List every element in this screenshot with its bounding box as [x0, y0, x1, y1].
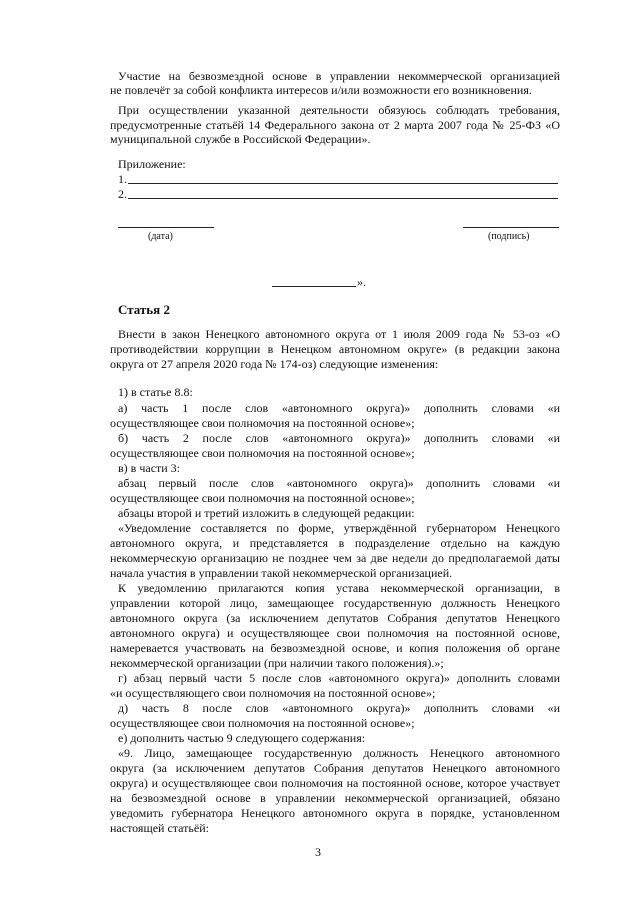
appendix-item-1-underline — [128, 183, 558, 184]
amendment-line-27: округа) и осуществляющее свои полномочия на постоянной основе, которое участвует — [110, 776, 560, 790]
article-intro-line-2: противодействии коррупции в Ненецком автономном округе» (в редакции закона — [110, 342, 560, 356]
closing-line — [272, 286, 356, 287]
date-line — [118, 227, 214, 228]
amendment-line-21: «и осуществляющего свои полномочия на постоянной основе»; — [110, 686, 436, 700]
amendment-line-30: настоящей статьёй: — [110, 821, 209, 835]
amendment-line-4: б) часть 2 после слов «автономного округа)» дополнить словами «и — [118, 431, 560, 445]
date-caption: (дата) — [148, 231, 173, 242]
amendment-line-10: «Уведомление составляется по форме, утверждённой губернатором Ненецкого — [118, 521, 560, 535]
compliance-line-3: муниципальной службе в Российской Федерации». — [110, 132, 371, 146]
amendment-line-16: автономного округа (за исключением депутатов Собрания депутатов Ненецкого — [110, 611, 560, 625]
amendment-line-9: абзацы второй и третий изложить в следующей редакции: — [118, 506, 415, 520]
amendment-line-7: абзац первый после слов «автономного округа)» дополнить словами «и — [118, 476, 560, 490]
amendment-line-25: «9. Лицо, замещающее государственную должность Ненецкого автономного — [118, 746, 560, 760]
appendix-item-2: 2. — [118, 187, 127, 201]
amendment-line-14: К уведомлению прилагаются копия устава некоммерческой организации, в — [118, 581, 560, 595]
article-intro-line-1: Внести в закон Ненецкого автономного округа от 1 июля 2009 года № 53-оз «О — [118, 327, 560, 341]
amendment-line-13: начала участия в управлении такой некоммерческой организацией. — [110, 566, 453, 580]
amendment-line-28: на безвозмездной основе в управлении некоммерческой организацией, обязано — [110, 791, 560, 805]
amendment-line-19: некоммерческой организации (при наличии такого положения).»; — [110, 656, 444, 670]
appendix-item-1: 1. — [118, 172, 127, 186]
amendment-line-5: осуществляющее свои полномочия на постоянной основе»; — [110, 446, 415, 460]
amendment-line-11: автономного округа, и представляется в подразделение отдельно на каждую — [110, 536, 560, 550]
amendment-line-18: намеревается участвовать на безвозмездной основе, и копия положения об органе — [110, 641, 560, 655]
amendment-line-24: е) дополнить частью 9 следующего содержания: — [118, 731, 366, 745]
amendment-line-1: 1) в статье 8.8: — [118, 385, 193, 399]
compliance-line-2: предусмотренные статьёй 14 Федерального закона от 2 марта 2007 года № 25-ФЗ «О — [110, 118, 560, 132]
amendment-line-26: округа (за исключением депутатов Собрания депутатов Ненецкого автономного — [110, 761, 560, 775]
intro-line-2: не повлечёт за собой конфликта интересов и/или возможности его возникновения. — [110, 83, 532, 97]
amendment-line-20: г) абзац первый части 5 после слов «автономного округа)» дополнить словами — [118, 671, 560, 685]
article-heading: Статья 2 — [118, 302, 170, 317]
amendment-line-17: автономного округа) и осуществляющее свои полномочия на постоянной основе, — [110, 626, 560, 640]
article-intro-line-3: округа от 27 апреля 2020 года № 174-оз) следующие изменения: — [110, 357, 439, 371]
signature-caption: (подпись) — [488, 231, 530, 242]
closing-quote: ». — [357, 275, 366, 289]
amendment-line-12: некоммерческую организацию не позднее чем за две недели до предполагаемой даты — [110, 551, 560, 565]
page-number: 3 — [315, 845, 321, 859]
amendment-line-23: осуществляющее свои полномочия на постоянной основе»; — [110, 716, 415, 730]
compliance-line-1: При осуществлении указанной деятельности обязуюсь соблюдать требования, — [118, 103, 560, 117]
intro-line-1: Участие на безвозмездной основе в управлении некоммерческой организацией — [118, 69, 560, 83]
amendment-line-15: управлении которой лицо, замещающее государственную должность Ненецкого — [110, 596, 560, 610]
appendix-title: Приложение: — [118, 157, 186, 171]
amendment-line-2: а) часть 1 после слов «автономного округа)» дополнить словами «и — [118, 401, 560, 415]
appendix-item-2-underline — [128, 198, 558, 199]
amendment-line-8: осуществляющее свои полномочия на постоянной основе»; — [110, 491, 415, 505]
signature-line — [463, 227, 559, 228]
amendment-line-3: осуществляющее свои полномочия на постоянной основе»; — [110, 416, 415, 430]
amendment-line-22: д) часть 8 после слов «автономного округа)» дополнить словами «и — [118, 701, 560, 715]
amendment-line-6: в) в части 3: — [118, 461, 181, 475]
amendment-line-29: уведомить губернатора Ненецкого автономного округа в порядке, установленном — [110, 806, 560, 820]
